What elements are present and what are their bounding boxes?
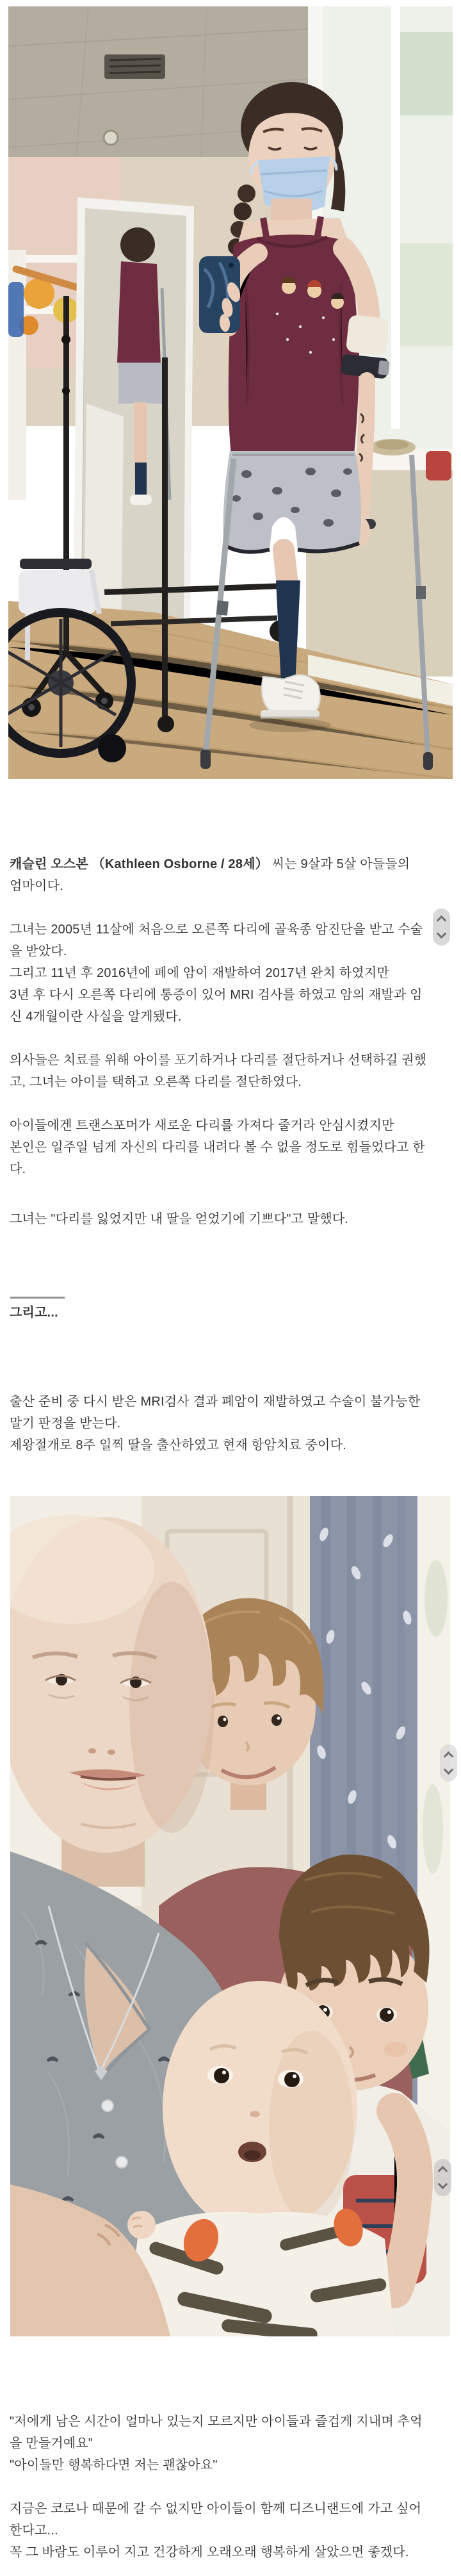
text-line: 고, 그녀는 아이를 택하고 오른쪽 다리를 절단하였다. [10,1075,302,1089]
article-transition [10,1297,461,1324]
photo-hospital-selfie [8,6,453,779]
shorts [223,451,360,552]
eye [380,2008,394,2022]
chevron-up-icon [437,915,447,926]
text-line: 출산 준비 중 다시 받은 MRI검사 결과 폐암이 재발하였고 수술이 불가능한 [10,1395,421,1409]
text-line: 한다고... [10,2523,58,2538]
text-line: 그녀는 "다리를 잃었지만 내 딸을 얻었기에 기쁘다"고 말했다. [10,1212,349,1226]
elbow-bandage [346,315,389,356]
photo-family [10,1496,450,2336]
text-line: 의사들은 치료를 위해 아이를 포기하거나 다리를 절단하거나 선택하길 권했 [10,1053,427,1067]
photo-hospital-selfie-art [8,6,453,779]
ceiling-light-icon [104,131,118,145]
text-line-and-then: 그리고... [10,1306,58,1320]
scroll-up-down-button[interactable] [433,908,450,946]
text-line: 본인은 일주일 넘게 자신의 다리를 내려다 볼 수 없을 정도로 힘들었다고 한 [10,1140,425,1154]
button [102,2100,113,2112]
chevron-up-icon [438,2166,448,2176]
text-line: 지금은 코로나 때문에 갈 수 없지만 아이들이 함께 디즈니랜드에 가고 싶어 [10,2502,422,2516]
chevron-down-icon [444,1765,454,1775]
text-line [10,853,461,875]
eye [284,2072,300,2087]
scroll-up-down-button[interactable] [434,2159,451,2196]
sneaker-icon [261,675,320,718]
eye [214,2068,229,2083]
eye [218,1716,228,1727]
text-line: 엄마이다. [10,879,63,893]
chevron-up-icon [444,1752,454,1762]
left-forearm [360,381,367,519]
text-line: 신 4개월이란 사실을 알게됐다. [10,1010,182,1024]
article-text-top [10,853,461,1230]
baby-hand [127,2211,156,2239]
photo-family-art [10,1496,450,2336]
knee [284,550,287,584]
text-line: 3년 후 다시 오른쪽 다리에 통증이 있어 MRI 검사를 하였고 암의 재발과 임 [10,988,423,1002]
person-name: 캐슬린 오스본 （Kathleen Osborne / 28세） [10,857,268,871]
article-text-middle [10,1391,461,1456]
text-line: "아이들만 행복하다면 저는 괜찮아요" [10,2458,218,2472]
text-line: 아이들에겐 트랜스포머가 새로운 다리를 가져다 줄거라 안심시켰지만 [10,1119,394,1133]
eye [271,1714,282,1726]
text-line: 을 만들거예요" [10,2436,93,2450]
text-line: 을 받았다. [10,944,67,958]
shadow [249,718,331,732]
section-divider [10,1297,65,1299]
scroll-up-down-button[interactable] [440,1744,457,1782]
text-line: 그리고 11년 후 2016년에 폐에 암이 재발하여 2017년 완치 하였지만 [10,966,389,980]
text-line: 다. [10,1162,26,1176]
button [116,2156,127,2168]
chevron-down-icon [438,2179,448,2190]
intro-rest: 씨는 9살과 5살 아들들의 [268,857,410,871]
blue-roll [8,282,24,337]
article-text-bottom [10,2411,461,2563]
text-line: "저에게 남은 시간이 얼마나 있는지 모르지만 아이들과 즐겁게 지내며 추억 [10,2415,423,2429]
chevron-down-icon [437,929,447,939]
arm [394,2111,415,2290]
text-line: 꼭 그 바람도 이루어 지고 건강하게 오래오래 행복하게 살았으면 좋겠다. [10,2545,409,2559]
text-line: 제왕절개로 8주 일찍 딸을 출산하였고 현재 항암치료 중이다. [10,1438,346,1452]
red-cloth [426,451,451,480]
text-line: 말기 판정을 받는다. [10,1416,121,1431]
text-line: 그녀는 2005년 11살에 처음으로 오른쪽 다리에 골육종 암진단을 받고 수술 [10,923,423,937]
